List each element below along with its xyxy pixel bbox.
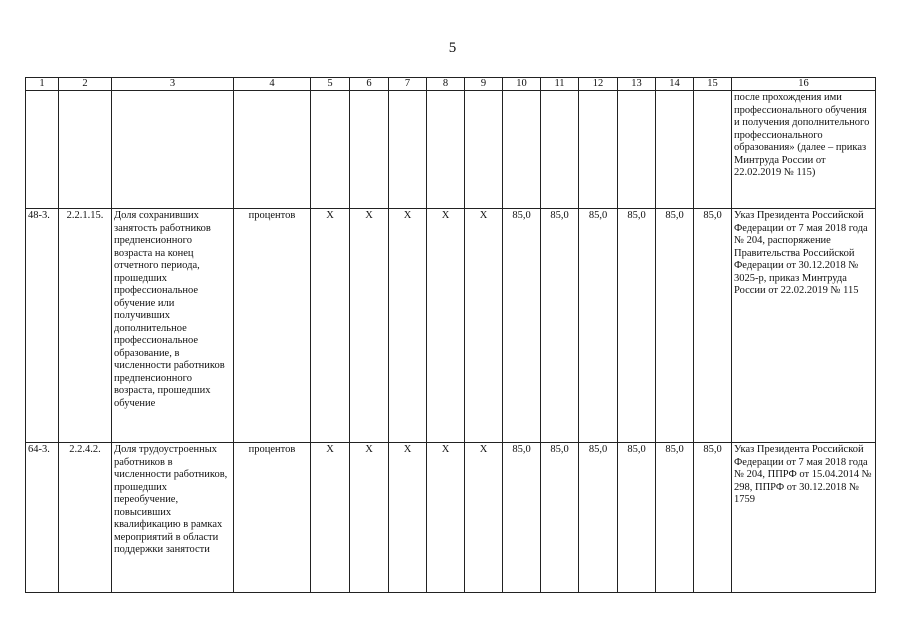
value-cell — [503, 91, 541, 209]
mark-cell: Х — [427, 443, 465, 593]
column-header: 9 — [465, 78, 503, 91]
legal-basis: после прохождения ими профессионального обучения и получения дополнительного профессионального образования» (далее – приказ Минтруда России от 22.02.2019 № 115) — [732, 91, 876, 209]
mark-cell: Х — [389, 443, 427, 593]
column-header: 14 — [656, 78, 694, 91]
column-header: 15 — [694, 78, 732, 91]
indicator-code: 2.2.1.15. — [59, 209, 112, 443]
value-cell — [541, 91, 579, 209]
table-row — [26, 209, 876, 443]
value-cell: 85,0 — [618, 209, 656, 443]
mark-cell: Х — [427, 209, 465, 443]
unit: процентов — [234, 209, 311, 443]
value-cell: 85,0 — [656, 443, 694, 593]
indicator-code: 2.2.4.2. — [59, 443, 112, 593]
mark-cell — [465, 91, 503, 209]
column-header: 5 — [311, 78, 350, 91]
mark-cell: Х — [350, 443, 389, 593]
value-cell: 85,0 — [656, 209, 694, 443]
mark-cell — [350, 91, 389, 209]
value-cell: 85,0 — [579, 443, 618, 593]
value-cell — [694, 91, 732, 209]
indicator-code — [59, 91, 112, 209]
mark-cell: Х — [350, 209, 389, 443]
column-header: 11 — [541, 78, 579, 91]
value-cell: 85,0 — [694, 209, 732, 443]
value-cell: 85,0 — [618, 443, 656, 593]
row-number: 48-3. — [26, 209, 59, 443]
column-header: 13 — [618, 78, 656, 91]
mark-cell: Х — [311, 209, 350, 443]
column-header: 10 — [503, 78, 541, 91]
value-cell: 85,0 — [503, 209, 541, 443]
table-row — [26, 443, 876, 593]
indicator-name — [112, 91, 234, 209]
column-header: 2 — [59, 78, 112, 91]
value-cell: 85,0 — [541, 209, 579, 443]
value-cell — [618, 91, 656, 209]
unit: процентов — [234, 443, 311, 593]
column-header: 12 — [579, 78, 618, 91]
page-number: 5 — [448, 40, 457, 56]
value-cell: 85,0 — [694, 443, 732, 593]
value-cell — [656, 91, 694, 209]
table-row — [26, 91, 876, 209]
mark-cell — [427, 91, 465, 209]
value-cell: 85,0 — [503, 443, 541, 593]
column-header: 4 — [234, 78, 311, 91]
indicators-table — [25, 77, 876, 593]
mark-cell: Х — [311, 443, 350, 593]
row-number: 64-3. — [26, 443, 59, 593]
column-header: 6 — [350, 78, 389, 91]
value-cell: 85,0 — [541, 443, 579, 593]
mark-cell — [389, 91, 427, 209]
unit — [234, 91, 311, 209]
column-header: 3 — [112, 78, 234, 91]
value-cell: 85,0 — [579, 209, 618, 443]
row-number — [26, 91, 59, 209]
legal-basis: Указ Президента Российской Федерации от 7 мая 2018 года № 204, ППРФ от 15.04.2014 № 298, ППРФ от 30.12.2018 № 1759 — [732, 443, 876, 593]
indicator-name: Доля трудоустроенных работников в численности работников, прошедших переобучение, повысивших квалификацию в рамках мероприятий в области поддержки занятости — [112, 443, 234, 593]
value-cell — [579, 91, 618, 209]
mark-cell — [311, 91, 350, 209]
mark-cell: Х — [465, 209, 503, 443]
column-header: 16 — [732, 78, 876, 91]
indicator-name: Доля сохранивших занятость работников предпенсионного возраста на конец отчетного периода, прошедших профессиональное обучение или получивших дополнительное профессиональное образование, в численности работников предпенсионного возраста, прошедших обучение — [112, 209, 234, 443]
legal-basis: Указ Президента Российской Федерации от 7 мая 2018 года № 204, распоряжение Правительства Российской Федерации от 30.12.2018 № 3025-р, приказ Минтруда России от 22.02.2019 № 115 — [732, 209, 876, 443]
column-header: 1 — [26, 78, 59, 91]
column-header: 8 — [427, 78, 465, 91]
column-number-header-row — [26, 78, 876, 91]
mark-cell: Х — [465, 443, 503, 593]
mark-cell: Х — [389, 209, 427, 443]
column-header: 7 — [389, 78, 427, 91]
